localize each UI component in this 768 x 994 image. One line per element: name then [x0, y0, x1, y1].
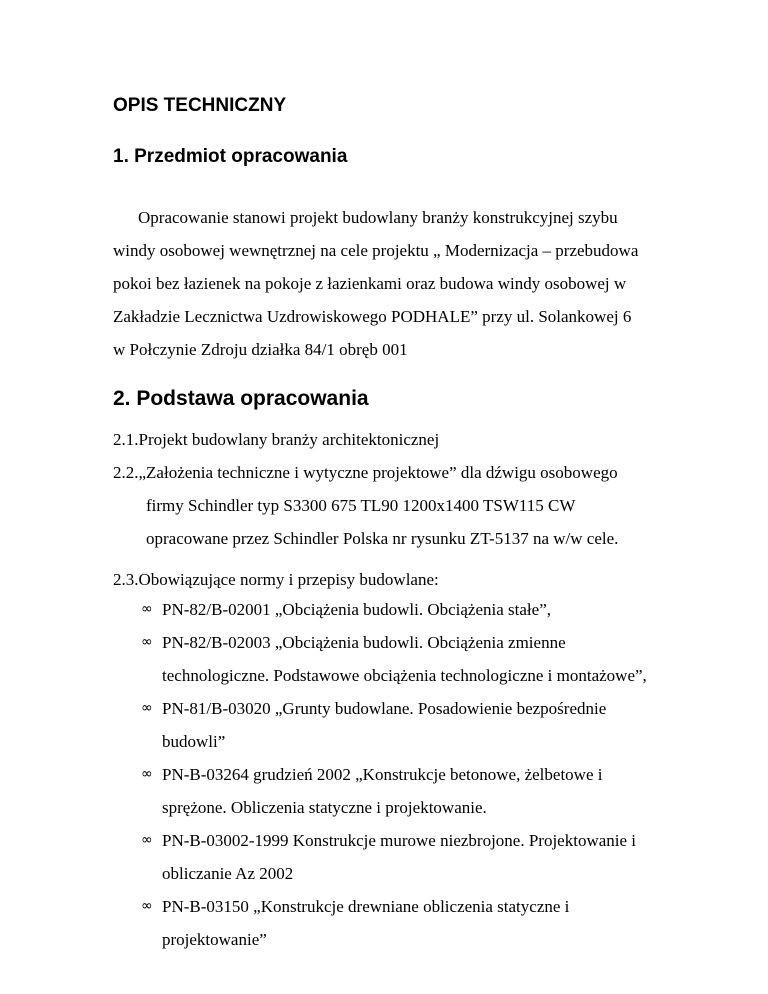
list-item-2-1: 2.1.Projekt budowlany branży architektonicznej [113, 430, 440, 449]
paragraph-line: Zakładzie Lecznictwa Uzdrowiskowego PODHALE” przy ul. Solankowej 6 [113, 307, 632, 326]
norms-list [141, 593, 647, 956]
norm-item [141, 890, 647, 956]
norm-line: projektowanie” [162, 930, 267, 949]
norm-item [141, 626, 647, 692]
norm-item [141, 692, 647, 758]
section-1-paragraph [113, 201, 638, 366]
section-2-heading: 2. Podstawa opracowania [113, 387, 369, 410]
norm-line: technologiczne. Podstawowe obciążenia technologiczne i montażowe”, [162, 666, 647, 685]
list-item-2-3-heading: 2.3.Obowiązujące normy i przepisy budowlane: [113, 570, 439, 589]
norm-line: PN-B-03002-1999 Konstrukcje murowe niezbrojone. Projektowanie i [162, 831, 637, 850]
list-item-2-2 [113, 456, 618, 555]
norm-line: budowli” [162, 732, 226, 751]
paragraph-line: w Połczynie Zdroju działka 84/1 obręb 001 [113, 340, 408, 359]
section-2-items [113, 423, 618, 555]
norm-item [141, 593, 647, 626]
norm-line: obliczanie Az 2002 [162, 864, 294, 883]
infinity-bullet-icon: ∞ [141, 700, 153, 716]
norm-line: PN-B-03150 „Konstrukcje drewniane obliczenia statyczne i [162, 897, 570, 916]
list-item-line: firmy Schindler typ S3300 675 TL90 1200x1400 TSW115 CW [146, 496, 576, 515]
list-item-line: 2.2.„Założenia techniczne i wytyczne projektowe” dla dźwigu osobowego [113, 463, 618, 482]
paragraph-line: Opracowanie stanowi projekt budowlany branży konstrukcyjnej szybu [138, 208, 618, 227]
norm-item [141, 824, 647, 890]
infinity-bullet-icon: ∞ [141, 898, 153, 914]
paragraph-line: pokoi bez łazienek na pokoje z łazienkami oraz budowa windy osobowej w [113, 274, 627, 293]
norm-line: PN-82/B-02001 „Obciążenia budowli. Obciążenia stałe”, [162, 600, 551, 619]
infinity-bullet-icon: ∞ [141, 766, 153, 782]
infinity-bullet-icon: ∞ [141, 601, 153, 617]
norm-item [141, 758, 647, 824]
infinity-bullet-icon: ∞ [141, 634, 153, 650]
norm-line: PN-81/B-03020 „Grunty budowlane. Posadowienie bezpośrednie [162, 699, 607, 718]
section-1-heading: 1. Przedmiot opracowania [113, 146, 348, 167]
infinity-bullet-icon: ∞ [141, 832, 153, 848]
norm-line: PN-82/B-02003 „Obciążenia budowli. Obciążenia zmienne [162, 633, 566, 652]
norm-line: sprężone. Obliczenia statyczne i projektowanie. [162, 798, 487, 817]
list-item-line: opracowane przez Schindler Polska nr rysunku ZT-5137 na w/w cele. [146, 529, 619, 548]
norm-line: PN-B-03264 grudzień 2002 „Konstrukcje betonowe, żelbetowe i [162, 765, 603, 784]
document-title: OPIS TECHNICZNY [113, 95, 287, 116]
paragraph-line: windy osobowej wewnętrznej na cele projektu „ Modernizacja – przebudowa [113, 241, 639, 260]
